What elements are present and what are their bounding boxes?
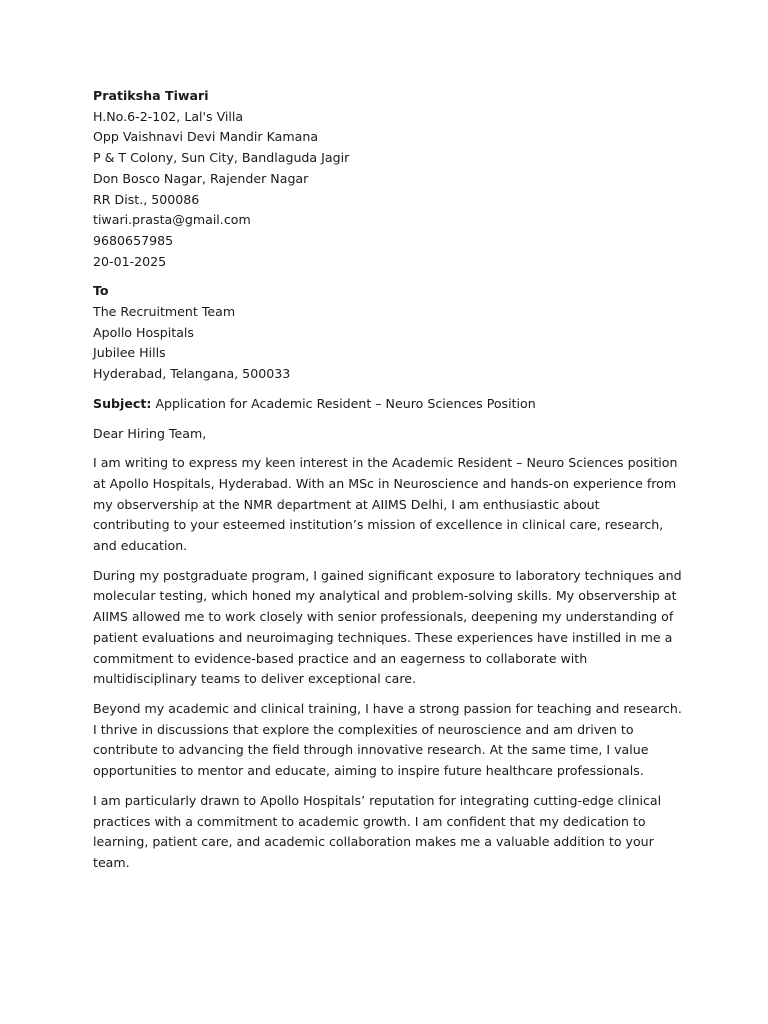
- subject-line: [93, 394, 683, 415]
- recipient-line: Apollo Hospitals: [93, 324, 194, 340]
- cover-letter-page: [93, 86, 683, 874]
- paragraph-line: team.: [93, 854, 130, 870]
- letter-date: 20-01-2025: [93, 253, 167, 269]
- paragraph-line: contribute to advancing the field through innovative research. At the same time, I value: [93, 742, 649, 758]
- body-paragraph: [93, 453, 683, 557]
- sender-phone: 9680657985: [93, 232, 174, 248]
- paragraph-line: multidisciplinary teams to deliver exceptional care.: [93, 671, 417, 687]
- sender-address-line: Don Bosco Nagar, Rajender Nagar: [93, 170, 309, 186]
- recipient-line: Jubilee Hills: [93, 345, 166, 361]
- body-paragraph: [93, 791, 683, 874]
- paragraph-line: molecular testing, which honed my analytical and problem-solving skills. My observership at: [93, 588, 677, 604]
- paragraph-line: my observership at the NMR department at AIIMS Delhi, I am enthusiastic about: [93, 496, 600, 512]
- subject-label: Subject:: [93, 395, 152, 411]
- subject-text: Application for Academic Resident – Neuro Sciences Position: [151, 395, 536, 411]
- salutation-text: Dear Hiring Team,: [93, 425, 207, 441]
- paragraph-line: AIIMS allowed me to work closely with senior professionals, deepening my understanding of: [93, 609, 674, 625]
- sender-address-line: H.No.6-2-102, Lal's Villa: [93, 108, 244, 124]
- paragraph-line: and education.: [93, 538, 188, 554]
- paragraph-line: I am particularly drawn to Apollo Hospitals’ reputation for integrating cutting-edge clinical: [93, 792, 662, 808]
- recipient-line: The Recruitment Team: [93, 304, 236, 320]
- sender-address-line: Opp Vaishnavi Devi Mandir Kamana: [93, 129, 319, 145]
- to-label: To: [93, 283, 109, 299]
- paragraph-line: contributing to your esteemed institution’s mission of excellence in clinical care, research,: [93, 517, 664, 533]
- paragraph-line: at Apollo Hospitals, Hyderabad. With an MSc in Neuroscience and hands-on experience from: [93, 475, 677, 491]
- sender-email: tiwari.prasta@gmail.com: [93, 212, 251, 228]
- paragraph-line: I thrive in discussions that explore the complexities of neuroscience and am driven to: [93, 721, 634, 737]
- body-paragraph: [93, 566, 683, 690]
- paragraph-line: opportunities to mentor and educate, aiming to inspire future healthcare professionals.: [93, 763, 644, 779]
- paragraph-line: practices with a commitment to academic growth. I am confident that my dedication to: [93, 813, 646, 829]
- sender-address-line: RR Dist., 500086: [93, 191, 200, 207]
- salutation: [93, 424, 683, 445]
- paragraph-line: commitment to evidence-based practice and an eagerness to collaborate with: [93, 650, 588, 666]
- paragraph-line: During my postgraduate program, I gained significant exposure to laboratory techniques and: [93, 567, 682, 583]
- paragraph-line: learning, patient care, and academic collaboration makes me a valuable addition to your: [93, 834, 654, 850]
- sender-name: Pratiksha Tiwari: [93, 88, 209, 103]
- recipient-block: [93, 281, 683, 385]
- paragraph-line: I am writing to express my keen interest in the Academic Resident – Neuro Sciences position: [93, 455, 678, 471]
- recipient-line: Hyderabad, Telangana, 500033: [93, 366, 291, 382]
- paragraph-line: patient evaluations and neuroimaging techniques. These experiences have instilled in me a: [93, 629, 673, 645]
- paragraph-line: Beyond my academic and clinical training, I have a strong passion for teaching and research.: [93, 700, 682, 716]
- sender-block: [93, 86, 683, 272]
- sender-address-line: P & T Colony, Sun City, Bandlaguda Jagir: [93, 150, 350, 166]
- body-paragraph: [93, 699, 683, 782]
